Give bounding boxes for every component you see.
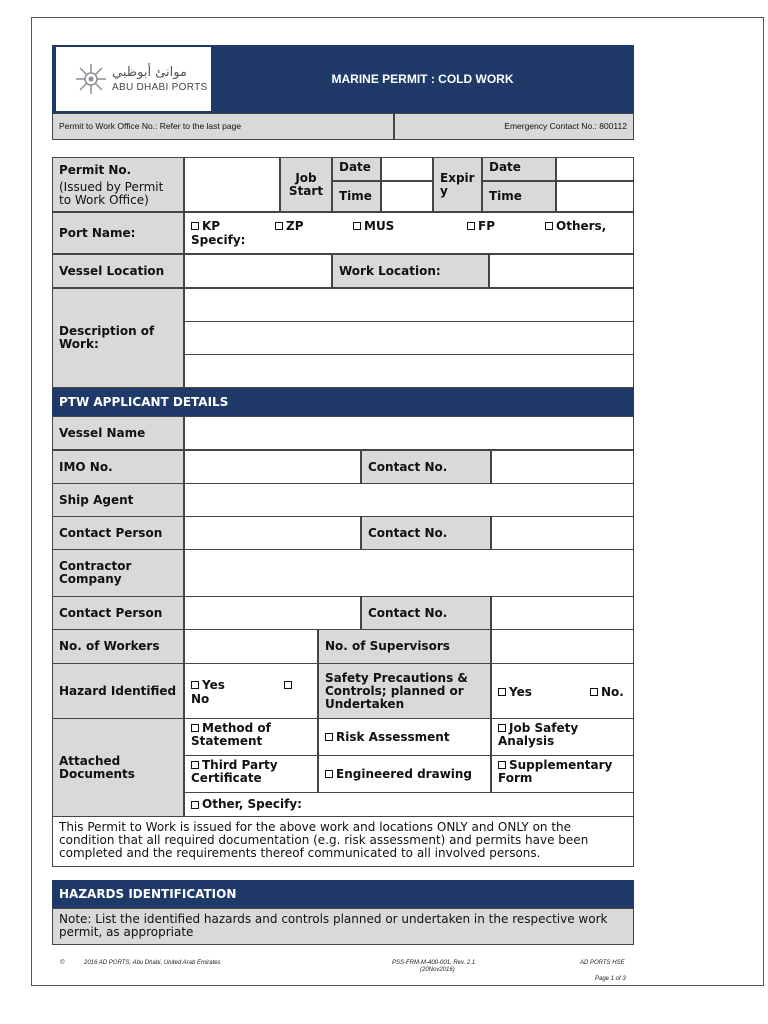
contact-person-field-1[interactable]: [184, 516, 361, 550]
hazard-identified-label: Hazard Identified: [52, 663, 184, 719]
start-time-label: Time: [332, 181, 381, 212]
port-name-label: Port Name:: [52, 212, 184, 254]
contact-no-label-3: Contact No.: [361, 596, 491, 630]
permit-no-note: (Issued by Permit to Work Office): [59, 180, 164, 207]
safety-yes-option[interactable]: Yes: [498, 686, 532, 699]
checkbox-icon: [498, 688, 506, 696]
start-time-field[interactable]: [381, 181, 433, 212]
checkbox-icon: [191, 801, 199, 809]
checkbox-icon: [275, 222, 283, 230]
no-of-supervisors-field[interactable]: [491, 629, 634, 664]
start-date-field[interactable]: [381, 157, 433, 181]
doc-job-safety-analysis[interactable]: Job Safety Analysis: [491, 718, 634, 756]
contact-person-label-1: Contact Person: [52, 516, 184, 550]
contact-person-label-2: Contact Person: [52, 596, 184, 630]
logo-box: [56, 47, 211, 111]
checkbox-icon: [325, 733, 333, 741]
contact-no-field-3[interactable]: [491, 596, 634, 630]
footer-page-number: Page 1 of 3: [595, 976, 626, 982]
description-label: Description of Work:: [52, 288, 184, 388]
contractor-company-field[interactable]: [184, 549, 634, 597]
logo-arabic-text: موانئ أبوظبي: [112, 65, 187, 80]
copyright-symbol: ©: [60, 960, 65, 966]
no-of-workers-field[interactable]: [184, 629, 318, 664]
office-note: Permit to Work Office No.: Refer to the last page: [52, 113, 394, 140]
vessel-name-field[interactable]: [184, 416, 634, 450]
port-option-zp[interactable]: ZP: [275, 220, 304, 233]
contact-no-field-2[interactable]: [491, 516, 634, 550]
hazards-note: Note: List the identified hazards and controls planned or undertaken in the respective work permit, as appropriate: [52, 908, 634, 945]
no-of-supervisors-label: No. of Supervisors: [318, 629, 491, 664]
permit-no-cell: [52, 157, 184, 212]
expiry-label: Expir y: [433, 157, 482, 212]
form-title: MARINE PERMIT : COLD WORK: [331, 72, 514, 86]
hazard-identified-options: [184, 663, 318, 719]
checkbox-icon: [191, 724, 199, 732]
safety-precautions-options: [491, 663, 634, 719]
checkbox-icon: [353, 222, 361, 230]
checkbox-icon: [191, 681, 199, 689]
contact-no-label-2: Contact No.: [361, 516, 491, 550]
hazards-section-title: HAZARDS IDENTIFICATION: [52, 880, 634, 908]
expiry-time-label: Time: [482, 181, 556, 212]
port-options: [184, 212, 634, 254]
vessel-location-label: Vessel Location: [52, 254, 184, 288]
expiry-time-field[interactable]: [556, 181, 634, 212]
contact-no-label-1: Contact No.: [361, 450, 491, 484]
applicant-section-title: PTW APPLICANT DETAILS: [52, 388, 634, 416]
safety-no-option[interactable]: No.: [590, 686, 624, 699]
checkbox-icon: [467, 222, 475, 230]
doc-supplementary-form[interactable]: Supplementary Form: [491, 755, 634, 793]
checkbox-icon: [498, 761, 506, 769]
checkbox-icon: [191, 222, 199, 230]
expiry-date-field[interactable]: [556, 157, 634, 181]
no-of-workers-label: No. of Workers: [52, 629, 184, 664]
description-line-2[interactable]: [184, 321, 634, 355]
checkbox-icon[interactable]: [284, 679, 295, 692]
footer-owner: AD PORTS HSE: [580, 960, 625, 966]
contractor-company-label: Contractor Company: [52, 549, 184, 597]
hazard-no-option[interactable]: No: [191, 692, 210, 706]
expiry-date-label: Date: [482, 157, 556, 181]
checkbox-icon: [545, 222, 553, 230]
doc-other-specify[interactable]: Other, Specify:: [184, 792, 634, 817]
safety-precautions-label: Safety Precautions & Controls; planned or Undertaken: [318, 663, 491, 719]
emergency-contact: Emergency Contact No.: 800112: [394, 113, 634, 140]
port-option-fp[interactable]: FP: [467, 220, 495, 233]
doc-method-statement[interactable]: Method of Statement: [184, 718, 318, 756]
doc-third-party-certificate[interactable]: Third Party Certificate: [184, 755, 318, 793]
imo-no-label: IMO No.: [52, 450, 184, 484]
work-location-label: Work Location:: [332, 254, 489, 288]
permit-no-label: Permit No.: [59, 163, 132, 177]
permit-no-field[interactable]: [184, 157, 280, 212]
port-specify: Specify:: [191, 233, 246, 247]
port-logo-icon: [74, 62, 108, 96]
contact-person-field-2[interactable]: [184, 596, 361, 630]
permit-disclaimer: This Permit to Work is issued for the above work and locations ONLY and ONLY on the condition that all required documentation (e.g. risk assessment) and permits have been completed and the requirements thereof communicated to all involved persons.: [52, 816, 634, 867]
footer-doc-date: (20Nov2016): [420, 967, 455, 973]
checkbox-icon: [325, 770, 333, 778]
ship-agent-label: Ship Agent: [52, 483, 184, 517]
ship-agent-field[interactable]: [184, 483, 634, 517]
port-option-kp[interactable]: KP: [191, 220, 220, 233]
job-start-label: Job Start: [280, 157, 332, 212]
doc-engineered-drawing[interactable]: Engineered drawing: [318, 755, 491, 793]
footer-copyright: 2016 AD PORTS, Abu Dhabi, United Arab Emirates: [84, 960, 221, 966]
checkbox-icon: [191, 761, 199, 769]
footer-doc-code: PSS-FRM-M-400-001, Rev. 2.1: [392, 960, 476, 966]
logo-english-text: ABU DHABI PORTS: [112, 82, 208, 93]
hazard-yes-option[interactable]: Yes: [191, 679, 225, 692]
start-date-label: Date: [332, 157, 381, 181]
description-line-1[interactable]: [184, 288, 634, 322]
checkbox-icon: [590, 688, 598, 696]
attached-documents-label: Attached Documents: [52, 718, 184, 817]
port-option-mus[interactable]: MUS: [353, 220, 394, 233]
work-location-field[interactable]: [489, 254, 634, 288]
imo-no-field[interactable]: [184, 450, 361, 484]
description-line-3[interactable]: [184, 354, 634, 388]
doc-risk-assessment[interactable]: Risk Assessment: [318, 718, 491, 756]
checkbox-icon: [498, 724, 506, 732]
contact-no-field-1[interactable]: [491, 450, 634, 484]
vessel-location-field[interactable]: [184, 254, 332, 288]
port-option-others[interactable]: Others,: [545, 220, 606, 233]
vessel-name-label: Vessel Name: [52, 416, 184, 450]
